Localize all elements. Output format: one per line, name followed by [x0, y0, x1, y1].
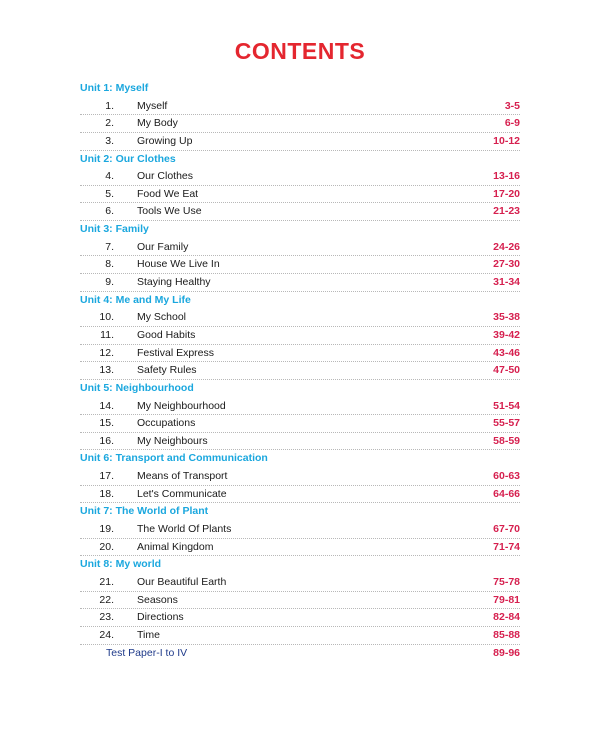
chapter-number: 19. [99, 523, 114, 536]
chapter-row[interactable] [0, 256, 600, 274]
chapter-name: Directions [137, 611, 184, 624]
chapter-pages: 27-30 [493, 258, 520, 271]
chapter-number: 4. [105, 170, 114, 183]
chapter-number: 2. [105, 117, 114, 130]
page-title: CONTENTS [234, 38, 366, 64]
unit-heading [0, 151, 600, 169]
chapter-number: 23. [99, 611, 114, 624]
chapter-row[interactable] [0, 415, 600, 433]
chapter-pages: 79-81 [493, 593, 520, 606]
chapter-row[interactable] [0, 574, 600, 592]
chapter-pages: 10-12 [493, 134, 520, 147]
chapter-number: 12. [99, 346, 114, 359]
chapter-number: 3. [105, 134, 114, 147]
chapter-number: 18. [99, 487, 114, 500]
chapter-name: Time [137, 628, 160, 641]
chapter-row[interactable] [0, 486, 600, 504]
chapter-name: Seasons [137, 593, 178, 606]
chapter-row[interactable] [0, 309, 600, 327]
chapter-row[interactable] [0, 239, 600, 257]
chapter-number: 9. [105, 276, 114, 289]
chapter-number: 16. [99, 434, 114, 447]
unit-heading [0, 556, 600, 574]
chapter-pages: 67-70 [493, 523, 520, 536]
chapter-pages: 43-46 [493, 346, 520, 359]
chapter-name: Food We Eat [137, 187, 199, 200]
chapter-row[interactable] [0, 539, 600, 557]
unit-heading [0, 380, 600, 398]
chapter-pages: 60-63 [493, 470, 520, 483]
chapter-row[interactable] [0, 274, 600, 292]
chapter-pages: 21-23 [493, 205, 520, 218]
chapter-row[interactable] [0, 203, 600, 221]
unit-title: Unit 7: The World of Plant [80, 505, 209, 518]
chapter-name: Good Habits [137, 328, 196, 341]
unit-heading [0, 503, 600, 521]
chapter-number: 10. [99, 311, 114, 324]
chapter-name: Festival Express [137, 346, 215, 359]
chapter-row[interactable] [0, 133, 600, 151]
chapter-row[interactable] [0, 115, 600, 133]
chapter-row[interactable] [0, 398, 600, 416]
chapter-number: 22. [99, 593, 114, 606]
unit-heading [0, 450, 600, 468]
unit-title: Unit 2: Our Clothes [80, 152, 176, 165]
chapter-name: Our Clothes [137, 170, 194, 183]
chapter-number: 13. [99, 364, 114, 377]
chapter-number: 17. [99, 470, 114, 483]
chapter-number: 11. [100, 328, 114, 341]
unit-title: Unit 5: Neighbourhood [80, 381, 194, 394]
chapter-pages: 58-59 [493, 434, 520, 447]
unit-title: Unit 6: Transport and Communication [80, 452, 268, 465]
test-paper-pages: 89-96 [493, 646, 520, 659]
chapter-pages: 3-5 [504, 99, 520, 112]
chapter-pages: 82-84 [493, 611, 520, 624]
chapter-row[interactable] [0, 186, 600, 204]
chapter-number: 6. [105, 205, 114, 218]
chapter-name: Let's Communicate [137, 487, 227, 500]
chapter-pages: 64-66 [493, 487, 520, 500]
chapter-name: Staying Healthy [137, 276, 211, 289]
chapter-pages: 13-16 [493, 170, 520, 183]
chapter-pages: 47-50 [493, 364, 520, 377]
chapter-row[interactable] [0, 609, 600, 627]
chapter-pages: 71-74 [493, 540, 520, 553]
chapter-name: Our Beautiful Earth [137, 575, 227, 588]
chapter-row[interactable] [0, 362, 600, 380]
chapter-name: My Body [137, 117, 178, 130]
chapter-pages: 6-9 [504, 117, 520, 130]
chapter-name: Our Family [137, 240, 189, 253]
unit-title: Unit 8: My world [80, 558, 162, 571]
chapter-name: My School [137, 311, 187, 324]
chapter-number: 20. [99, 540, 114, 553]
unit-title: Unit 1: Myself [80, 82, 149, 94]
chapter-number: 14. [99, 399, 114, 412]
chapter-name: Animal Kingdom [137, 540, 214, 553]
chapter-pages: 75-78 [493, 575, 520, 588]
chapter-number: 15. [99, 417, 114, 430]
chapter-pages: 35-38 [493, 311, 520, 324]
chapter-number: 7. [105, 240, 114, 253]
chapter-pages: 85-88 [493, 628, 520, 641]
chapter-name: Safety Rules [137, 364, 197, 377]
chapter-name: House We Live In [137, 258, 220, 271]
unit-heading [0, 80, 600, 98]
chapter-number: 21. [99, 575, 114, 588]
chapter-pages: 55-57 [493, 417, 520, 430]
test-paper-name: Test Paper-I to IV [106, 646, 188, 659]
chapter-pages: 17-20 [493, 187, 520, 200]
chapter-number: 5. [105, 187, 114, 200]
test-paper-row[interactable] [0, 645, 600, 663]
chapter-name: The World Of Plants [137, 523, 232, 536]
chapter-name: My Neighbours [137, 434, 208, 447]
chapter-row[interactable] [0, 433, 600, 451]
chapter-row[interactable] [0, 168, 600, 186]
unit-title: Unit 4: Me and My Life [80, 293, 191, 306]
chapter-row[interactable] [0, 521, 600, 539]
chapter-row[interactable] [0, 468, 600, 486]
chapter-name: My Neighbourhood [137, 399, 226, 412]
table-of-contents [0, 80, 600, 662]
chapter-row[interactable] [0, 327, 600, 345]
chapter-number: 24. [99, 628, 114, 641]
chapter-name: Myself [137, 99, 168, 112]
chapter-pages: 24-26 [493, 240, 520, 253]
unit-heading [0, 221, 600, 239]
chapter-row[interactable] [0, 592, 600, 610]
chapter-name: Growing Up [137, 134, 193, 147]
chapter-row[interactable] [0, 627, 600, 645]
chapter-name: Means of Transport [137, 470, 228, 483]
unit-heading [0, 292, 600, 310]
chapter-pages: 39-42 [493, 328, 520, 341]
chapter-row[interactable] [0, 98, 600, 116]
chapter-number: 1. [105, 99, 114, 112]
chapter-pages: 31-34 [493, 276, 520, 289]
chapter-name: Tools We Use [137, 205, 202, 218]
chapter-row[interactable] [0, 345, 600, 363]
chapter-pages: 51-54 [493, 399, 520, 412]
chapter-name: Occupations [137, 417, 196, 430]
unit-title: Unit 3: Family [80, 223, 149, 236]
chapter-number: 8. [105, 258, 114, 271]
